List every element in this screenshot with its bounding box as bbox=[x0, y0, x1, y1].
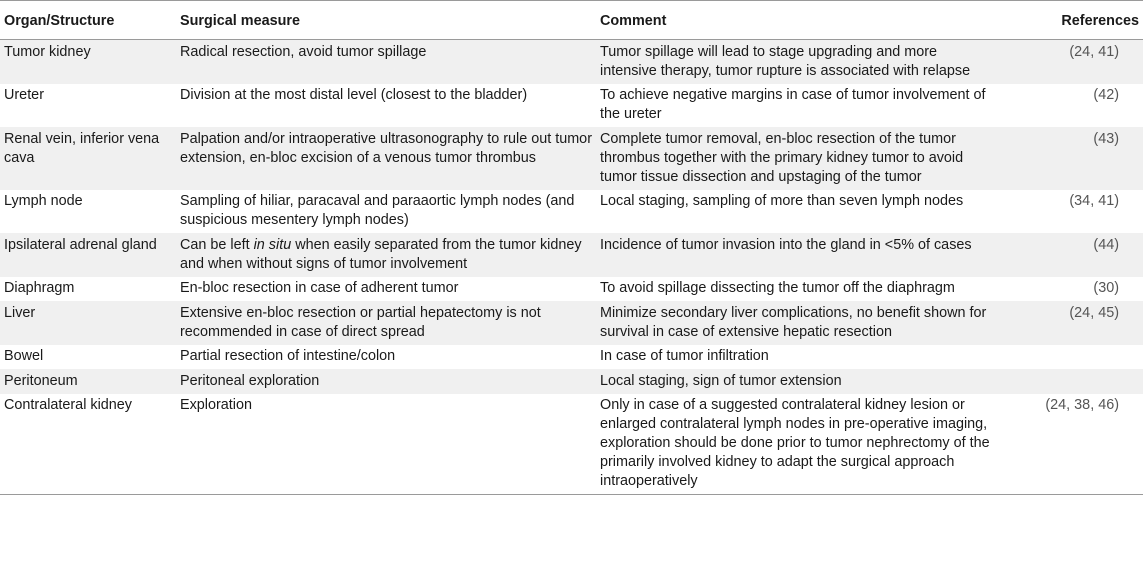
cell-references: (34, 41) bbox=[1069, 193, 1119, 209]
header-comment: Comment bbox=[600, 13, 667, 29]
cell-references: (30) bbox=[1093, 280, 1119, 296]
cell-comment: To achieve negative margins in case of tumor involvement of the ureter bbox=[600, 87, 986, 122]
reference-link[interactable]: 41 bbox=[1098, 43, 1115, 60]
cell-measure bbox=[176, 394, 596, 495]
cell-organ: Contralateral kidney bbox=[4, 397, 132, 413]
cell-measure bbox=[176, 40, 596, 84]
measure-text: Palpation and/or intraoperative ultrasonography to rule out tumor extension, en-bloc excision of a venous tumor thrombus bbox=[180, 130, 592, 166]
reference-link[interactable]: 44 bbox=[1098, 236, 1115, 253]
measure-text: Division at the most distal level (closest to the bladder) bbox=[180, 87, 528, 103]
table-header bbox=[0, 1, 1143, 40]
cell-comment: Incidence of tumor invasion into the gland in <5% of cases bbox=[600, 236, 972, 253]
cell-references: (24, 41) bbox=[1069, 43, 1119, 60]
reference-link[interactable]: 24 bbox=[1074, 304, 1091, 321]
table-row bbox=[0, 369, 1143, 394]
cell-organ: Diaphragm bbox=[4, 280, 75, 296]
table-row bbox=[0, 345, 1143, 370]
cell-organ: Renal vein, inferior vena cava bbox=[4, 130, 160, 166]
cell-measure bbox=[176, 345, 596, 370]
reference-link[interactable]: 38 bbox=[1074, 397, 1091, 413]
cell-organ: Bowel bbox=[4, 348, 44, 364]
header-row bbox=[0, 1, 1143, 40]
measure-text: Exploration bbox=[180, 397, 252, 413]
table-body bbox=[0, 40, 1143, 495]
table-row bbox=[0, 40, 1143, 84]
cell-measure bbox=[176, 277, 596, 302]
reference-link[interactable]: 45 bbox=[1098, 304, 1115, 321]
header-measure: Surgical measure bbox=[180, 13, 300, 29]
table-row bbox=[0, 190, 1143, 234]
header-organ: Organ/Structure bbox=[4, 13, 115, 29]
cell-organ: Ureter bbox=[4, 87, 44, 103]
table-row bbox=[0, 277, 1143, 302]
table-row bbox=[0, 233, 1143, 277]
cell-organ: Lymph node bbox=[4, 193, 83, 209]
cell-references: (24, 38, 46) bbox=[1045, 397, 1119, 413]
reference-link[interactable]: 34 bbox=[1074, 193, 1091, 209]
cell-organ: Peritoneum bbox=[4, 372, 78, 389]
measure-text: Radical resection, avoid tumor spillage bbox=[180, 43, 427, 60]
table-row bbox=[0, 127, 1143, 190]
reference-link[interactable]: 42 bbox=[1098, 87, 1115, 103]
cell-comment: Tumor spillage will lead to stage upgrading and more intensive therapy, tumor rupture is associated with relapse bbox=[600, 43, 971, 79]
cell-comment: Local staging, sampling of more than seven lymph nodes bbox=[600, 193, 964, 209]
cell-references: (42) bbox=[1093, 87, 1119, 103]
measure-text: Peritoneal exploration bbox=[180, 372, 320, 389]
reference-link[interactable]: 30 bbox=[1098, 280, 1115, 296]
cell-measure bbox=[176, 301, 596, 345]
cell-references bbox=[994, 345, 1143, 370]
cell-measure bbox=[176, 84, 596, 128]
table-row bbox=[0, 394, 1143, 495]
header-references: References bbox=[1061, 13, 1139, 29]
cell-comment: To avoid spillage dissecting the tumor off the diaphragm bbox=[600, 280, 955, 296]
cell-comment: In case of tumor infiltration bbox=[600, 348, 769, 364]
measure-text: Extensive en-bloc resection or partial hepatectomy is not recommended in case of direct spread bbox=[180, 304, 541, 340]
reference-link[interactable]: 43 bbox=[1098, 130, 1115, 147]
cell-comment: Only in case of a suggested contralateral kidney lesion or enlarged contralateral lymph nodes in pre-operative imaging, exploration should be done prior to tumor nephrectomy of the primarily involved kidney to adapt the surgical approach intraoperatively bbox=[600, 397, 990, 489]
cell-organ: Tumor kidney bbox=[4, 43, 91, 60]
cell-comment: Local staging, sign of tumor extension bbox=[600, 372, 842, 389]
cell-comment: Complete tumor removal, en-bloc resection of the tumor thrombus together with the primary kidney tumor to avoid tumor tissue dissection and upstaging of the tumor bbox=[600, 130, 964, 185]
reference-link[interactable]: 24 bbox=[1050, 397, 1067, 413]
table-row bbox=[0, 301, 1143, 345]
cell-measure bbox=[176, 233, 596, 277]
measure-text-continued: when easily separated from the tumor kidney and when without signs of tumor involvement bbox=[180, 236, 582, 272]
reference-link[interactable]: 24 bbox=[1074, 43, 1091, 60]
cell-measure bbox=[176, 127, 596, 190]
reference-link[interactable]: 46 bbox=[1098, 397, 1115, 413]
measure-italic-text: in situ bbox=[253, 236, 292, 253]
cell-references: (43) bbox=[1093, 130, 1119, 147]
cell-organ: Ipsilateral adrenal gland bbox=[4, 236, 157, 253]
cell-references bbox=[994, 369, 1143, 394]
measure-text: Sampling of hiliar, paracaval and paraaortic lymph nodes (and suspicious mesentery lymph nodes) bbox=[180, 193, 575, 228]
cell-organ: Liver bbox=[4, 304, 36, 321]
cell-references: (24, 45) bbox=[1069, 304, 1119, 321]
cell-measure bbox=[176, 190, 596, 234]
measure-text: En-bloc resection in case of adherent tumor bbox=[180, 280, 459, 296]
table-row bbox=[0, 84, 1143, 128]
cell-references: (44) bbox=[1093, 236, 1119, 253]
measure-text: Can be left bbox=[180, 236, 254, 253]
cell-measure bbox=[176, 369, 596, 394]
cell-comment: Minimize secondary liver complications, no benefit shown for survival in case of extensive hepatic resection bbox=[600, 304, 987, 340]
measure-text: Partial resection of intestine/colon bbox=[180, 348, 396, 364]
reference-link[interactable]: 41 bbox=[1098, 193, 1115, 209]
